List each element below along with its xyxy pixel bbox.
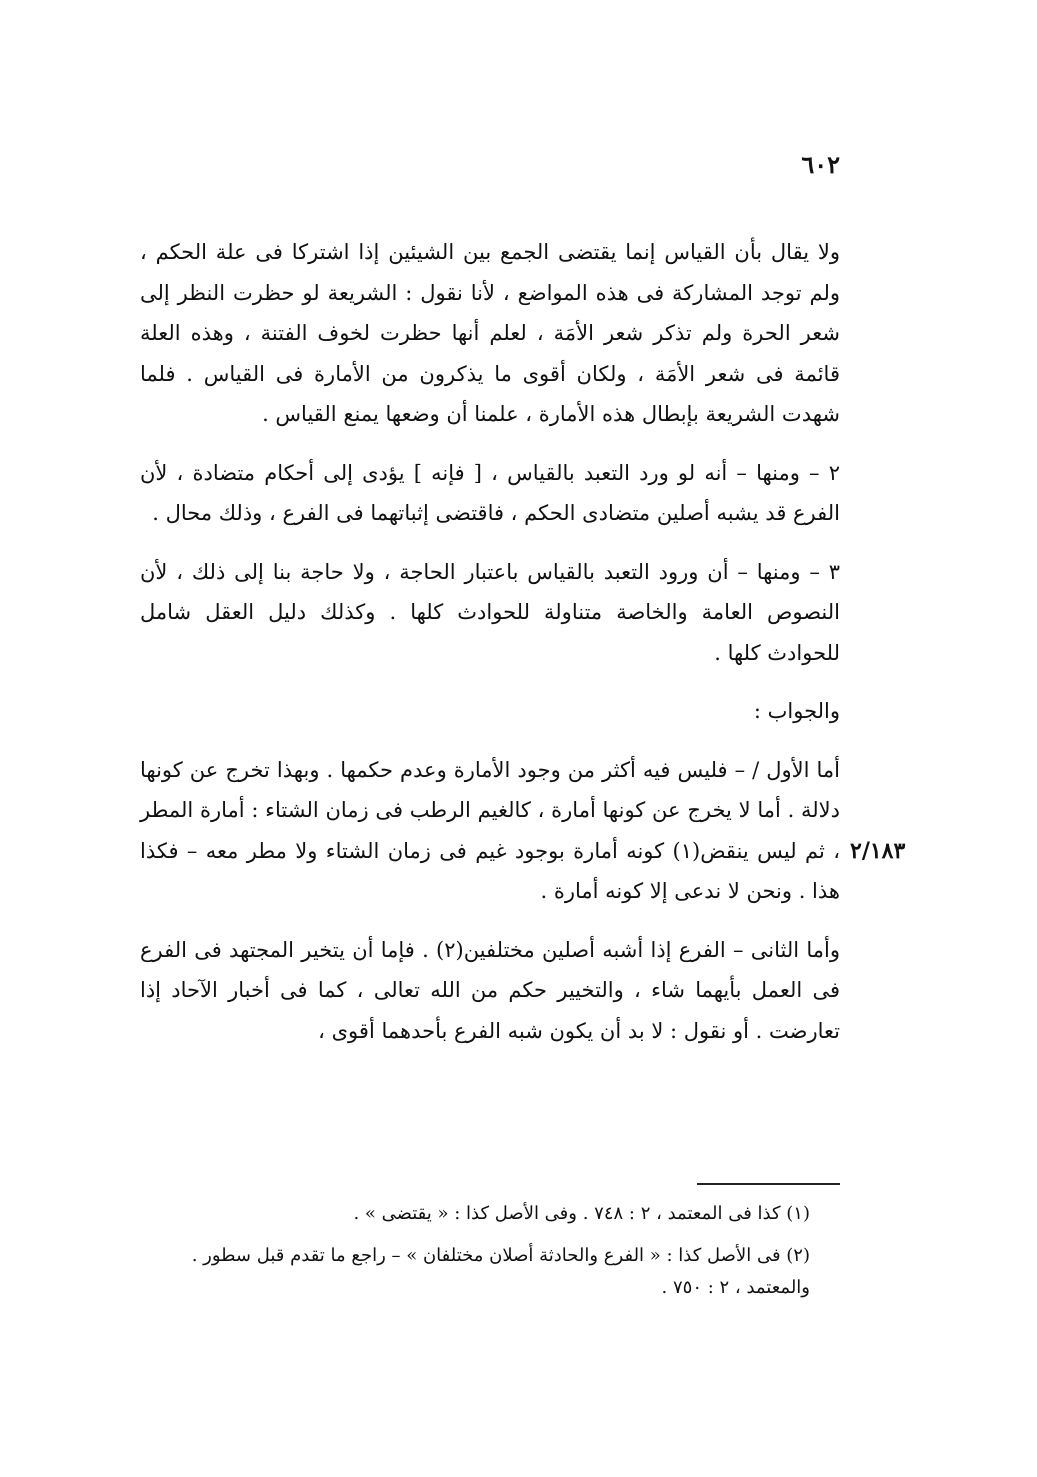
paragraph-answer-first: أما الأول / – فليس فيه أكثر من وجود الأمارة وعدم حكمها . وبهذا تخرج عن كونها دلالة . أما لا يخرج عن كونها أمارة ، كالغيم الرطب فى زمان الشتاء : أمارة المطر ، ثم ليس ينقض(١) كونه أمارة بوجود غيم فى زمان الشتاء ولا مطر معه – فكذا هذا . ونحن لا ندعى إلا كونه أمارة . — [140, 757, 840, 903]
footnote-2: (٢) فى الأصل كذا : « الفرع والحادثة أصلان مختلفان » – راجع ما تقدم قبل سطور . والمعتمد ، ٢ : ٧٥٠ . — [191, 1245, 810, 1298]
main-text — [140, 232, 840, 1065]
footnote-1: (١) كذا فى المعتمد ، ٢ : ٧٤٨ . وفى الأصل كذا : « يقتضى » . — [353, 1203, 810, 1224]
paragraph-answer-second: وأما الثانى – الفرع إذا أشبه أصلين مختلفين(٢) . فإما أن يتخير المجتهد فى الفرع فى العمل بأيهما شاء ، والتخيير حكم من الله تعالى ، كما فى أخبار الآحاد إذا تعارضت . أو نقول : لا بد أن يكون شبه الفرع بأحدهما أقوى ، — [140, 937, 840, 1043]
paragraph-objection: ولا يقال بأن القياس إنما يقتضى الجمع بين الشيئين إذا اشتركا فى علة الحكم ، ولم توجد المشاركة فى هذه المواضع ، لأنا نقول : الشريعة لو حظرت النظر إلى شعر الحرة ولم تذكر شعر الأمَة ، لعلم أنها حظرت لخوف الفتنة ، وهذه العلة قائمة فى شعر الأمَة ، ولكان أقوى ما يذكرون من الأمارة فى القياس . فلما شهدت الشريعة بإبطال هذه الأمارة ، علمنا أن وضعها يمنع القياس . — [140, 240, 840, 426]
paragraph-answer-heading: والجواب : — [753, 699, 840, 723]
footnote-divider — [697, 1183, 840, 1185]
margin-reference: ٢/١٨٣ — [850, 838, 906, 864]
paragraph-point-2: ٢ – ومنها – أنه لو ورد التعبد بالقياس ، [ فإنه ] يؤدى إلى أحكام متضادة ، لأن الفرع قد يشبه أصلين متضادى الحكم ، فاقتضى إثباتهما فى الفرع ، وذلك محال . — [140, 460, 840, 525]
paragraph-point-3: ٣ – ومنها – أن ورود التعبد بالقياس باعتبار الحاجة ، ولا حاجة بنا إلى ذلك ، لأن النصوص العامة والخاصة متناولة للحوادث كلها . وكذلك دليل العقل شامل للحوادث كلها . — [140, 559, 840, 665]
footnotes — [140, 1198, 840, 1314]
page-number: ٦٠٢ — [801, 150, 840, 179]
